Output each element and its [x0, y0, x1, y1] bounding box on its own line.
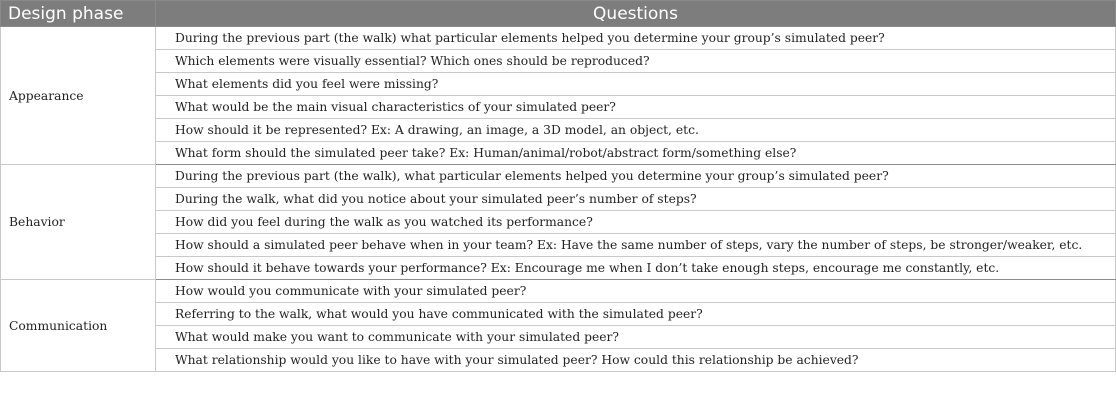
table-row — [1, 119, 1116, 142]
table-row — [1, 326, 1116, 349]
question-cell: What elements did you feel were missing? — [156, 73, 1116, 96]
table-row — [1, 165, 1116, 188]
table-row — [1, 50, 1116, 73]
question-cell: How did you feel during the walk as you watched its performance? — [156, 211, 1116, 234]
question-cell: How would you communicate with your simulated peer? — [156, 280, 1116, 303]
question-cell: What would be the main visual characteristics of your simulated peer? — [156, 96, 1116, 119]
header-row — [1, 1, 1116, 27]
table-row — [1, 257, 1116, 280]
table-row — [1, 303, 1116, 326]
header-questions: Questions — [156, 1, 1116, 27]
question-cell: During the previous part (the walk), what particular elements helped you determine your group’s simulated peer? — [156, 165, 1116, 188]
phase-cell-behavior: Behavior — [1, 165, 156, 280]
table-row — [1, 188, 1116, 211]
question-cell: How should it be represented? Ex: A drawing, an image, a 3D model, an object, etc. — [156, 119, 1116, 142]
table-row — [1, 27, 1116, 50]
question-cell: What relationship would you like to have with your simulated peer? How could this relationship be achieved? — [156, 349, 1116, 372]
phase-cell-communication: Communication — [1, 280, 156, 372]
question-cell: Which elements were visually essential? Which ones should be reproduced? — [156, 50, 1116, 73]
question-cell: What form should the simulated peer take? Ex: Human/animal/robot/abstract form/something else? — [156, 142, 1116, 165]
table-row — [1, 73, 1116, 96]
question-cell: What would make you want to communicate with your simulated peer? — [156, 326, 1116, 349]
phase-cell-appearance: Appearance — [1, 27, 156, 165]
table-row — [1, 234, 1116, 257]
table-row — [1, 280, 1116, 303]
question-cell: During the walk, what did you notice about your simulated peer’s number of steps? — [156, 188, 1116, 211]
question-cell: How should it behave towards your performance? Ex: Encourage me when I don’t take enough steps, encourage me constantly, etc. — [156, 257, 1116, 280]
question-cell: During the previous part (the walk) what particular elements helped you determine your group’s simulated peer? — [156, 27, 1116, 50]
table-row — [1, 349, 1116, 372]
table-row — [1, 142, 1116, 165]
header-design-phase: Design phase — [1, 1, 156, 27]
question-cell: How should a simulated peer behave when in your team? Ex: Have the same number of steps, vary the number of steps, be stronger/weaker, etc. — [156, 234, 1116, 257]
table-row — [1, 211, 1116, 234]
question-cell: Referring to the walk, what would you have communicated with the simulated peer? — [156, 303, 1116, 326]
table-row — [1, 96, 1116, 119]
